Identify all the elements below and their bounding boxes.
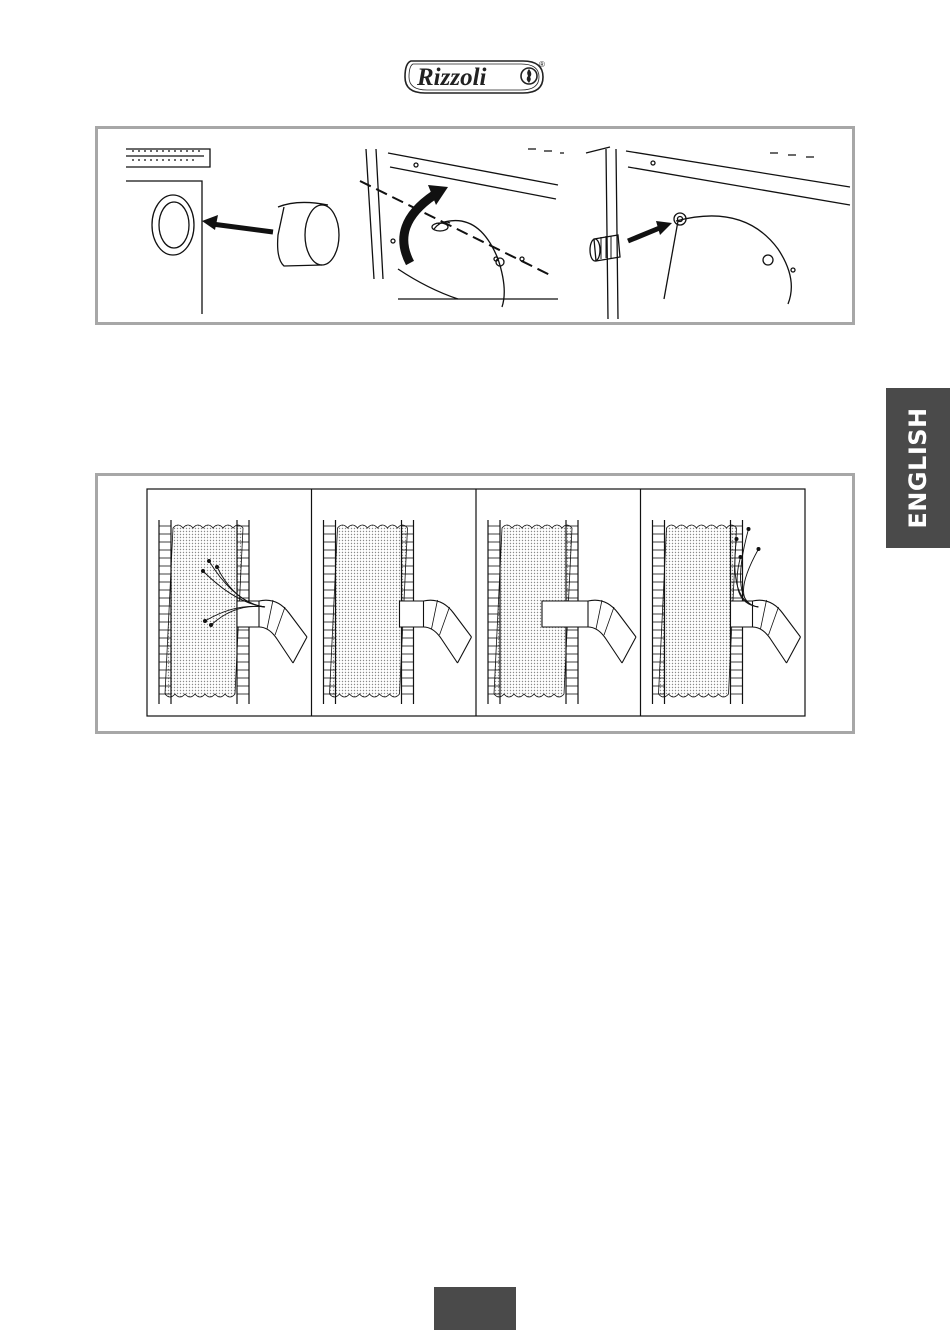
panel-flue-bent-inside-chimney: [312, 489, 472, 716]
panel-flue-flush-with-wall-deflector: [641, 489, 801, 716]
page-number-box: [434, 1287, 516, 1330]
panel-rotate-plate: [360, 149, 564, 307]
flame-icon: [521, 68, 537, 84]
registered-mark: ®: [539, 60, 545, 69]
installation-figure-1: [95, 126, 855, 325]
panel-flue-protruding-into-chimney: [476, 489, 636, 716]
language-label: ENGLISH: [904, 407, 932, 529]
brand-logo: [403, 57, 548, 97]
panel-remove-cap: [126, 149, 339, 314]
brand-name: Rizzoli: [417, 64, 487, 91]
installation-figure-2: [95, 473, 855, 734]
panel-flue-flush-with-wall: [159, 520, 307, 704]
panel-fit-fitting: [586, 147, 850, 319]
language-tab: [886, 388, 950, 548]
